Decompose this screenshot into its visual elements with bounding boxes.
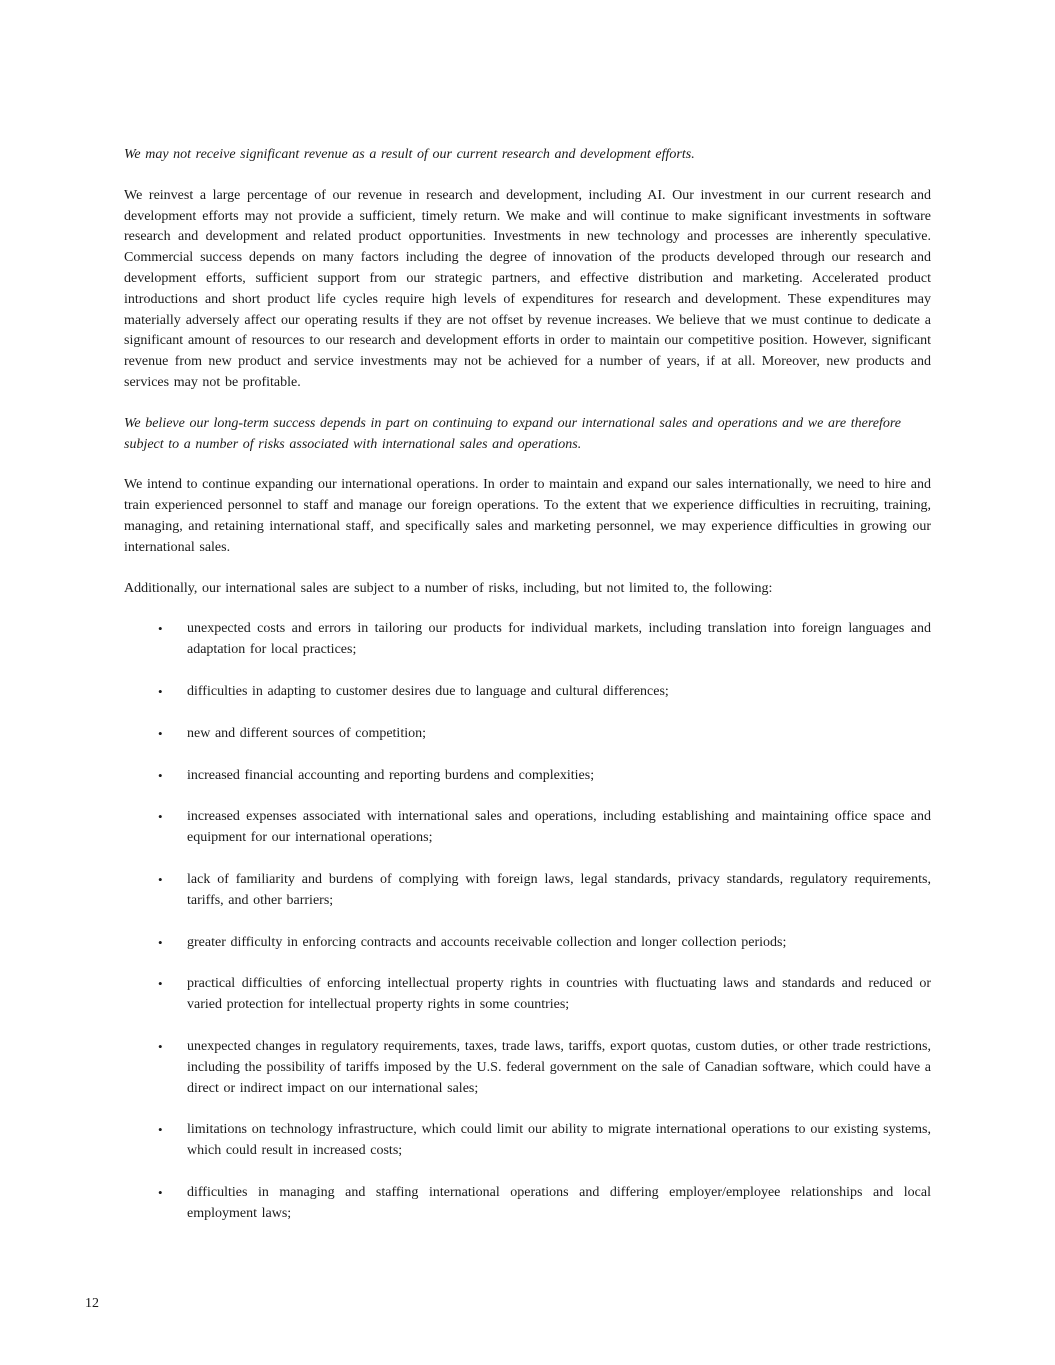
list-item-text: greater difficulty in enforcing contracts and accounts receivable collection and longer collection periods; [187, 934, 787, 950]
list-item-text: lack of familiarity and burdens of complying with foreign laws, legal standards, privacy standards, regulatory requirements, tariffs, and other barriers; [187, 871, 931, 908]
list-item-text: increased expenses associated with international sales and operations, including establishing and maintaining office space and equipment for our international operations; [187, 809, 931, 846]
list-item-text: difficulties in managing and staffing international operations and differing employer/employee relationships and local employment laws; [187, 1184, 931, 1221]
bullet-icon: • [158, 725, 163, 741]
bullet-icon: • [158, 934, 163, 950]
list-item [124, 619, 931, 661]
list-item [124, 870, 931, 912]
list-item [124, 724, 931, 745]
paragraph-international-operations: We intend to continue expanding our international operations. In order to maintain and expand our sales internationally, we need to hire and train experienced personnel to staff and manage our foreign operations. To the extent that we experience difficulties in recruiting, training, managing, and retaining international staff, and specifically sales and marketing personnel, we may experience difficulties in growing our international sales. [124, 477, 931, 555]
list-item [124, 1120, 931, 1162]
list-item [124, 682, 931, 703]
bullet-icon: • [158, 1184, 163, 1200]
list-item-text: unexpected changes in regulatory requirements, taxes, trade laws, tariffs, export quotas, custom duties, or other trade restrictions, including the possibility of tariffs imposed by the U.S. federal government on the sale of Canadian software, which could have a direct or indirect impact on our international sales; [187, 1038, 931, 1096]
bullet-icon: • [158, 809, 163, 825]
bullet-icon: • [158, 1122, 163, 1138]
paragraph-international-risks-intro: Additionally, our international sales are subject to a number of risks, including, but not limited to, the following: [124, 580, 773, 596]
bullet-icon: • [158, 1038, 163, 1054]
list-item-text: practical difficulties of enforcing intellectual property rights in countries with fluctuating laws and standards and reduced or varied protection for intellectual property rights in some countries; [187, 976, 931, 1013]
page-content [124, 145, 931, 1224]
list-item [124, 807, 931, 849]
list-item-text: limitations on technology infrastructure, which could limit our ability to migrate international operations to our existing systems, which could result in increased costs; [187, 1122, 931, 1159]
list-item [124, 766, 931, 787]
bullet-icon: • [158, 767, 163, 783]
bullet-icon: • [158, 621, 163, 637]
list-item [124, 933, 931, 954]
paragraph-rd-investment: We reinvest a large percentage of our revenue in research and development, including AI. Our investment in our current research and development efforts may not provide a sufficient, timely return. We make and will continue to make significant investments in software research and development and related product opportunities. Investments in new technology and processes are inherently speculative. Commercial success depends on many factors including the degree of innovation of the products developed through our research and development efforts, sufficient support from our strategic partners, and effective distribution and marketing. Accelerated product introductions and short product life cycles require high levels of expenditures for research and development. These expenditures may materially adversely affect our operating results if they are not offset by revenue increases. We believe that we must continue to dedicate a significant amount of resources to our research and development efforts in order to maintain our competitive position. However, significant revenue from new product and service investments may not be achieved for a number of years, if at all. Moreover, new products and services may not be profitable. [124, 187, 931, 390]
list-item [124, 1037, 931, 1099]
list-item [124, 1183, 931, 1225]
risk-heading-research-development: We may not receive significant revenue as a result of our current research and development efforts. [124, 147, 695, 162]
page-number: 12 [85, 1296, 99, 1311]
bullet-icon: • [158, 976, 163, 992]
list-item-text: new and different sources of competition; [187, 725, 426, 741]
list-item-text: unexpected costs and errors in tailoring our products for individual markets, including translation into foreign languages and adaptation for local practices; [187, 621, 931, 658]
list-item-text: increased financial accounting and reporting burdens and complexities; [187, 767, 595, 783]
list-item [124, 974, 931, 1016]
list-item-text: difficulties in adapting to customer desires due to language and cultural differences; [187, 683, 669, 699]
risk-heading-international-expansion: We believe our long-term success depends in part on continuing to expand our international sales and operations and we are therefore subject to a number of risks associated with international sales and operations. [124, 415, 901, 452]
international-risks-list [124, 619, 931, 1224]
bullet-icon: • [158, 871, 163, 887]
bullet-icon: • [158, 683, 163, 699]
